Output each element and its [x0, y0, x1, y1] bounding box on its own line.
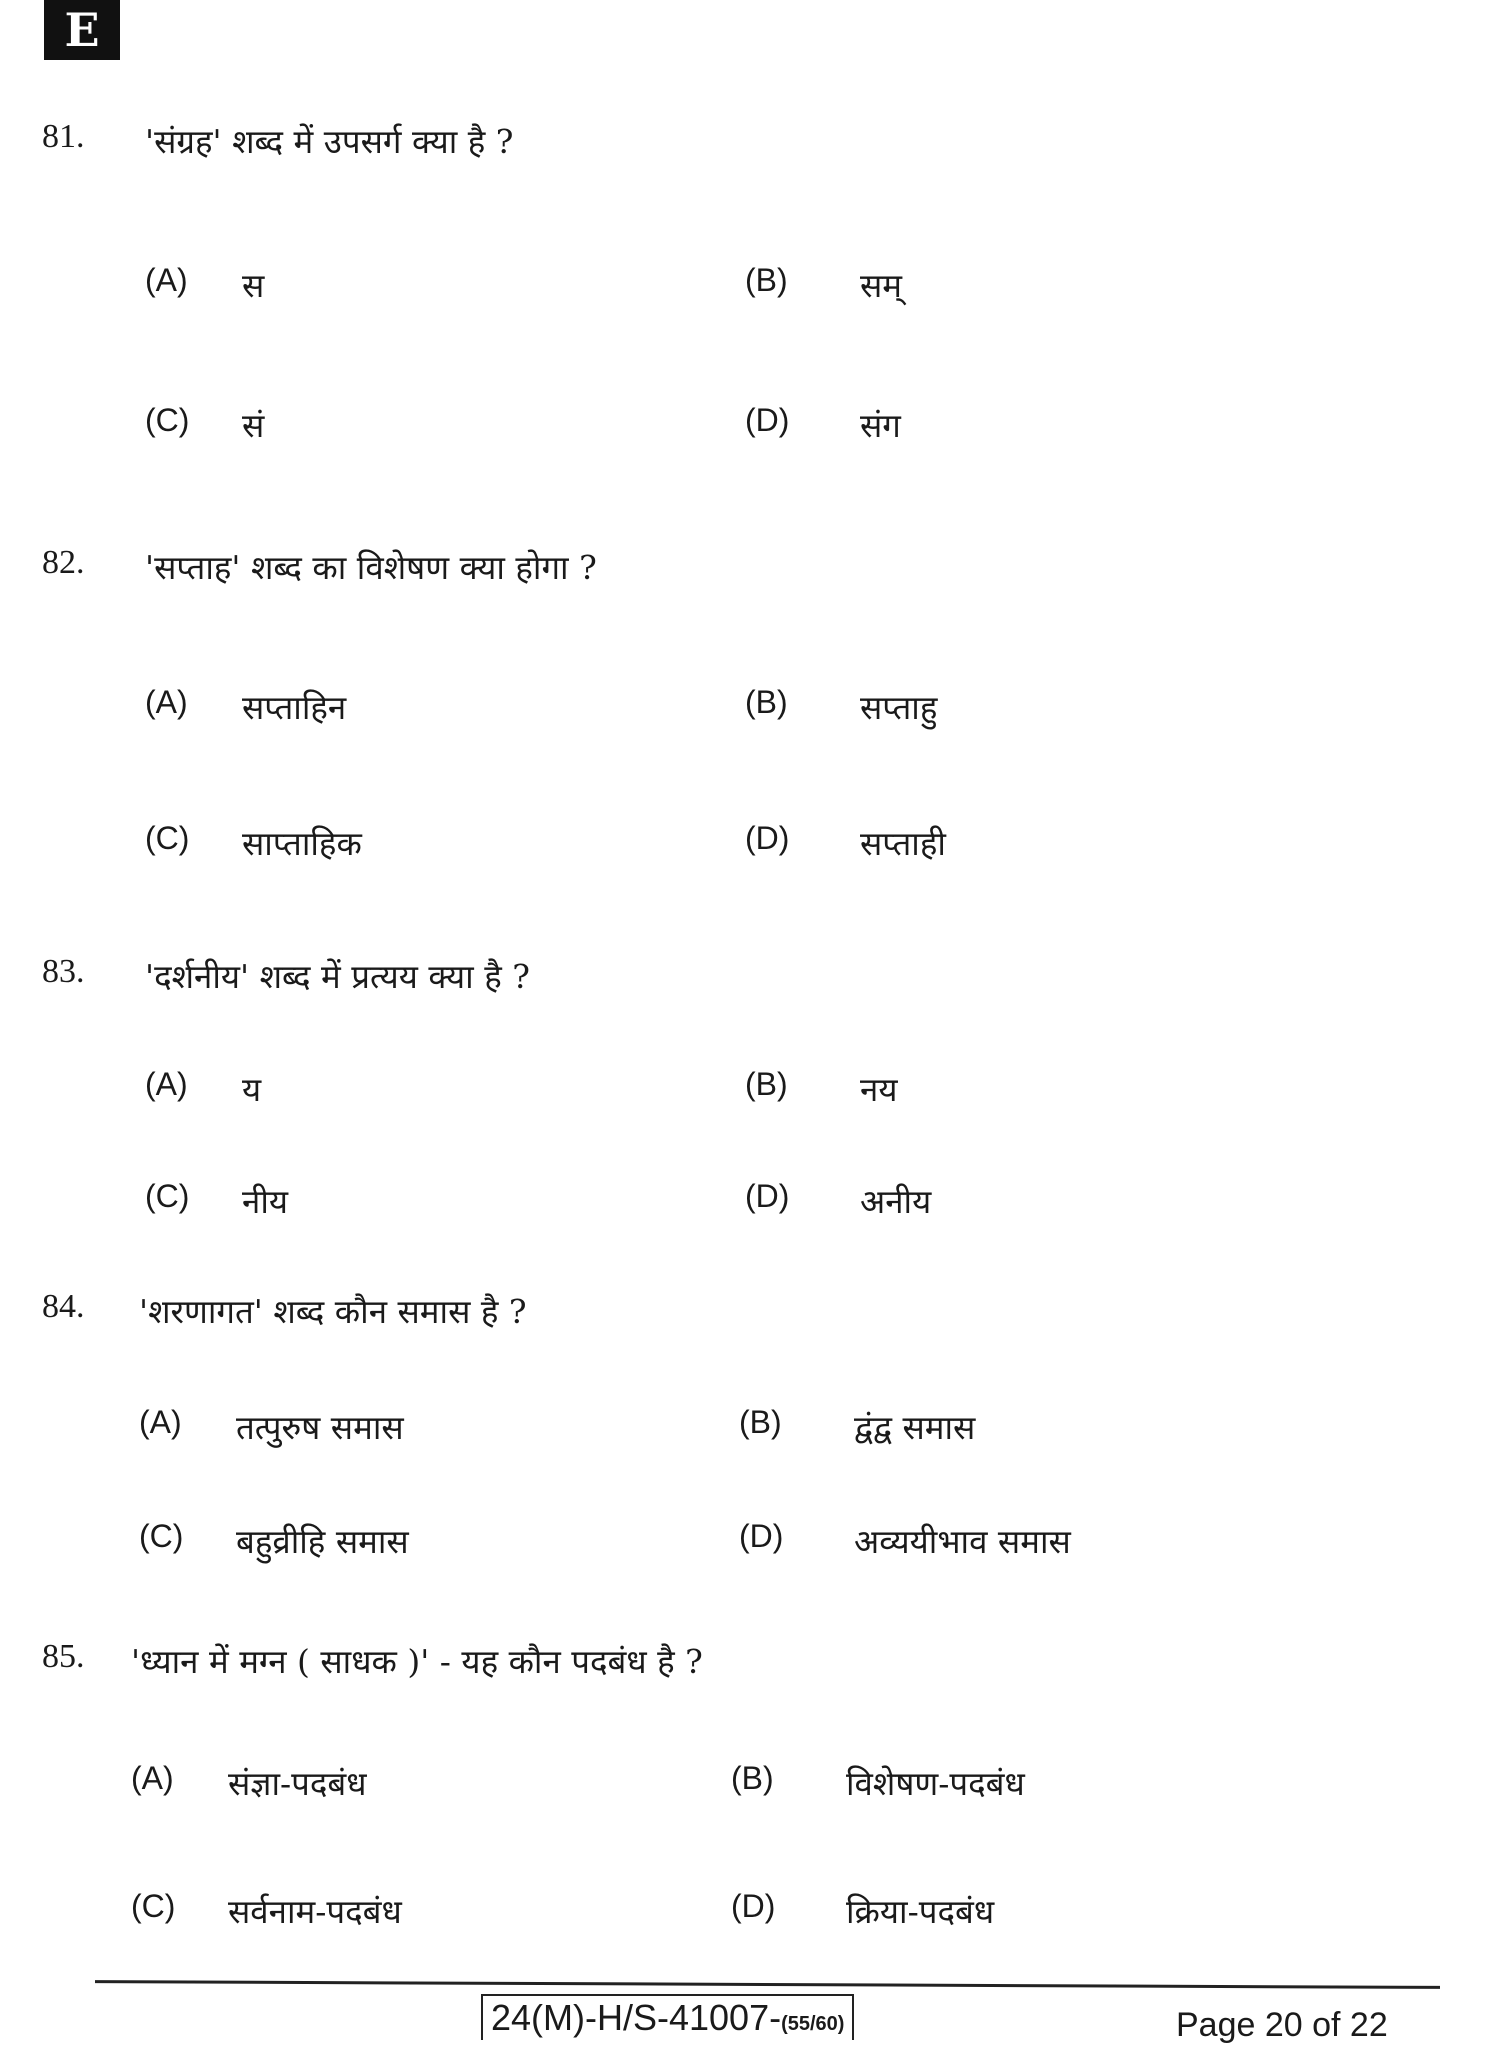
- option-label: (A): [131, 1760, 174, 1796]
- question-text: 'दर्शनीय' शब्द में प्रत्यय क्या है ?: [145, 957, 530, 996]
- option-text: विशेषण-पदबंध: [846, 1764, 1025, 1803]
- paper-code-suffix: (55/60): [781, 2013, 845, 2035]
- option-label: (C): [145, 402, 190, 438]
- option-label: (D): [745, 402, 790, 438]
- paper-code-text: 24(M)-H/S-41007-: [491, 1997, 782, 2038]
- option-label: (D): [745, 1178, 790, 1214]
- footer-divider: [95, 1980, 1440, 1989]
- option-text: अनीय: [860, 1182, 932, 1221]
- option-label: (B): [731, 1760, 774, 1796]
- question-number: 81.: [42, 118, 85, 155]
- option-text: साप्ताहिक: [242, 824, 362, 863]
- set-label-badge: E: [44, 0, 120, 60]
- option-label: (C): [145, 820, 190, 856]
- option-label: (C): [145, 1178, 190, 1214]
- option-label: (C): [131, 1888, 176, 1924]
- option-label: (A): [145, 684, 188, 720]
- question-number: 85.: [42, 1638, 85, 1675]
- option-text: सप्ताहु: [860, 688, 938, 727]
- option-label: (D): [739, 1518, 784, 1554]
- option-text: सर्वनाम-पदबंध: [228, 1892, 402, 1931]
- option-text: नय: [860, 1070, 898, 1109]
- option-text: सम्: [860, 266, 903, 305]
- option-text: द्वंद्व समास: [854, 1408, 976, 1447]
- option-text: संग: [860, 406, 901, 445]
- option-text: स: [242, 266, 265, 305]
- option-text: तत्पुरुष समास: [236, 1408, 404, 1447]
- option-text: अव्ययीभाव समास: [854, 1522, 1071, 1561]
- question-text: 'सप्ताह' शब्द का विशेषण क्या होगा ?: [145, 548, 597, 587]
- paper-code: [481, 1994, 854, 2040]
- option-label: (A): [145, 1066, 188, 1102]
- question-text: 'शरणागत' शब्द कौन समास है ?: [139, 1292, 527, 1331]
- option-text: क्रिया-पदबंध: [846, 1892, 995, 1931]
- option-label: (B): [745, 1066, 788, 1102]
- option-text: सं: [242, 406, 265, 445]
- option-label: (B): [745, 684, 788, 720]
- option-text: बहुव्रीहि समास: [236, 1522, 409, 1561]
- option-label: (A): [145, 262, 188, 298]
- option-label: (D): [731, 1888, 776, 1924]
- option-text: सप्ताही: [860, 824, 946, 863]
- option-text: य: [242, 1070, 262, 1109]
- page-number: Page 20 of 22: [1176, 2006, 1388, 2044]
- question-number: 84.: [42, 1288, 85, 1325]
- option-label: (B): [739, 1404, 782, 1440]
- question-text: 'संग्रह' शब्द में उपसर्ग क्या है ?: [145, 122, 514, 161]
- option-label: (C): [139, 1518, 184, 1554]
- option-label: (D): [745, 820, 790, 856]
- question-number: 82.: [42, 544, 85, 581]
- question-number: 83.: [42, 953, 85, 990]
- option-text: सप्ताहिन: [242, 688, 347, 727]
- option-label: (A): [139, 1404, 182, 1440]
- option-text: संज्ञा-पदबंध: [228, 1764, 367, 1803]
- question-text: 'ध्यान में मग्न ( साधक )' - यह कौन पदबंध है ?: [131, 1642, 703, 1681]
- option-label: (B): [745, 262, 788, 298]
- option-text: नीय: [242, 1182, 289, 1221]
